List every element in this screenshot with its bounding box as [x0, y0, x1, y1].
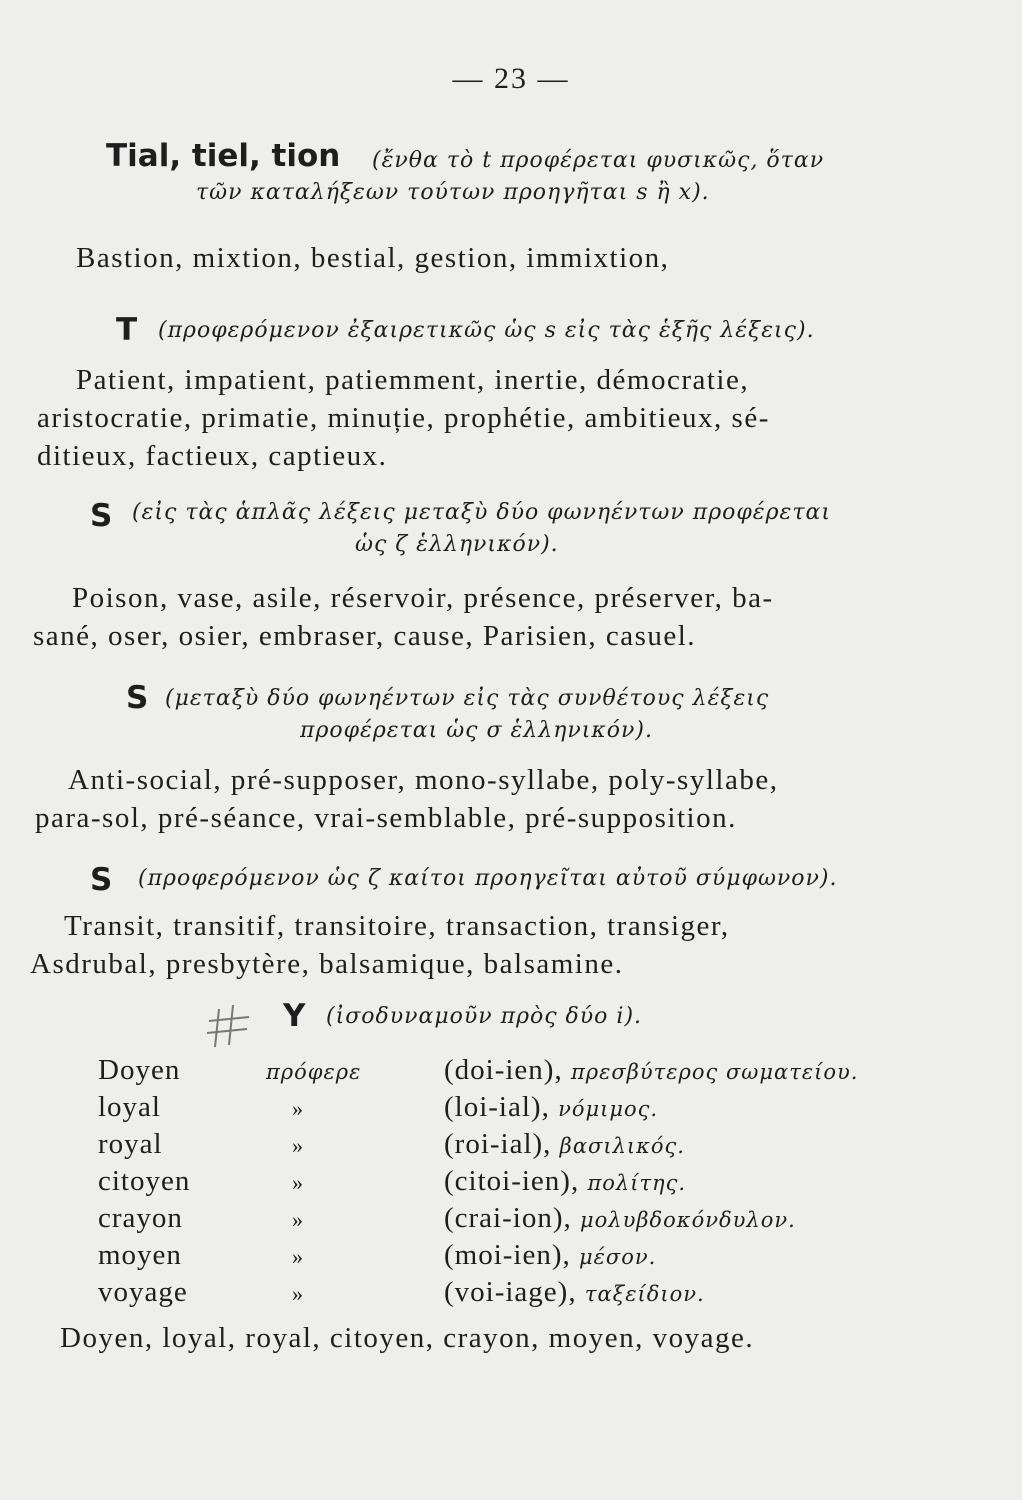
pencil-mark-icon	[205, 995, 265, 1055]
example-line: Asdrubal, presbytère, balsamique, balsamine.	[30, 948, 624, 980]
table-pron: (roi-ial), βασιλικός.	[444, 1128, 685, 1160]
table-word: royal	[98, 1128, 163, 1160]
ditto-mark: »	[292, 1207, 303, 1232]
ditto-mark: »	[292, 1244, 303, 1269]
rule-heading-y: Y	[283, 998, 306, 1034]
example-line: Patient, impatient, patiemment, inertie, démocratie,	[76, 364, 750, 396]
rule-heading-s: S	[90, 862, 113, 898]
rule-heading-s: S	[126, 680, 149, 716]
example-line: Poison, vase, asile, réservoir, présence, préserver, ba-	[72, 582, 774, 614]
rule-note-line-1: (ἔνθα τὸ t προφέρεται φυσικῶς, ὅταν	[372, 148, 825, 173]
rule-note-line-1: (ἰσοδυναμοῦν πρὸς δύο i).	[326, 1004, 643, 1029]
table-word: loyal	[98, 1091, 161, 1123]
table-word: citoyen	[98, 1165, 191, 1197]
final-example-line: Doyen, loyal, royal, citoyen, crayon, moyen, voyage.	[60, 1322, 755, 1354]
rule-note-line-1: (εἰς τὰς ἁπλᾶς λέξεις μεταξὺ δύο φωνηέντων προφέρεται	[132, 500, 831, 525]
example-line: Bastion, mixtion, bestial, gestion, immixtion,	[76, 242, 670, 274]
rule-note-line-1: (προφερόμενον ἐξαιρετικῶς ὡς s εἰς τὰς ἑξῆς λέξεις).	[158, 318, 815, 343]
ditto-mark: »	[292, 1170, 303, 1195]
page-number: — 23 —	[452, 62, 570, 95]
rule-note-line-2: ὡς ζ ἑλληνικόν).	[355, 532, 559, 557]
ditto-mark: »	[292, 1133, 303, 1158]
table-verb: πρόφερε	[266, 1060, 362, 1084]
table-pron: (voi-iage), ταξείδιον.	[444, 1276, 705, 1308]
rule-note-line-1: (μεταξὺ δύο φωνηέντων εἰς τὰς συνθέτους λέξεις	[165, 686, 770, 711]
example-line: Anti-social, pré-supposer, mono-syllabe, poly-syllabe,	[68, 764, 779, 796]
rule-heading-t: T	[116, 312, 138, 348]
table-pron: (loi-ial), νόμιμος.	[444, 1091, 659, 1123]
ditto-mark: »	[292, 1096, 303, 1121]
rule-note-line-1: (προφερόμενον ὡς ζ καίτοι προηγεῖται αὐτοῦ σύμφωνον).	[138, 866, 838, 891]
ditto-mark: »	[292, 1281, 303, 1306]
rule-heading-tion: Tial, tiel, tion	[106, 138, 341, 174]
table-word: Doyen	[98, 1054, 181, 1086]
table-word: crayon	[98, 1202, 183, 1234]
rule-note-line-2: προφέρεται ὡς σ ἑλληνικόν).	[300, 718, 653, 743]
example-line: aristocratie, primatie, minuție, prophétie, ambitieux, sé-	[37, 402, 770, 434]
rule-heading-s: S	[90, 498, 113, 534]
rule-note-line-2: τῶν καταλήξεων τούτων προηγῆται s ἢ x).	[196, 180, 710, 205]
example-line: ditieux, factieux, captieux.	[37, 440, 388, 472]
example-line: Transit, transitif, transitoire, transaction, transiger,	[64, 910, 730, 942]
table-pron: (crai-ion), μολυβδοκόνδυλον.	[444, 1202, 796, 1234]
table-pron: (moi-ien), μέσον.	[444, 1239, 657, 1271]
table-word: voyage	[98, 1276, 188, 1308]
table-pron: (doi-ien), πρεσβύτερος σωματείου.	[444, 1054, 859, 1086]
example-line: sané, oser, osier, embraser, cause, Parisien, casuel.	[33, 620, 697, 652]
table-pron: (citoi-ien), πολίτης.	[444, 1165, 687, 1197]
example-line: para-sol, pré-séance, vrai-semblable, pré-supposition.	[35, 802, 737, 834]
table-word: moyen	[98, 1239, 182, 1271]
